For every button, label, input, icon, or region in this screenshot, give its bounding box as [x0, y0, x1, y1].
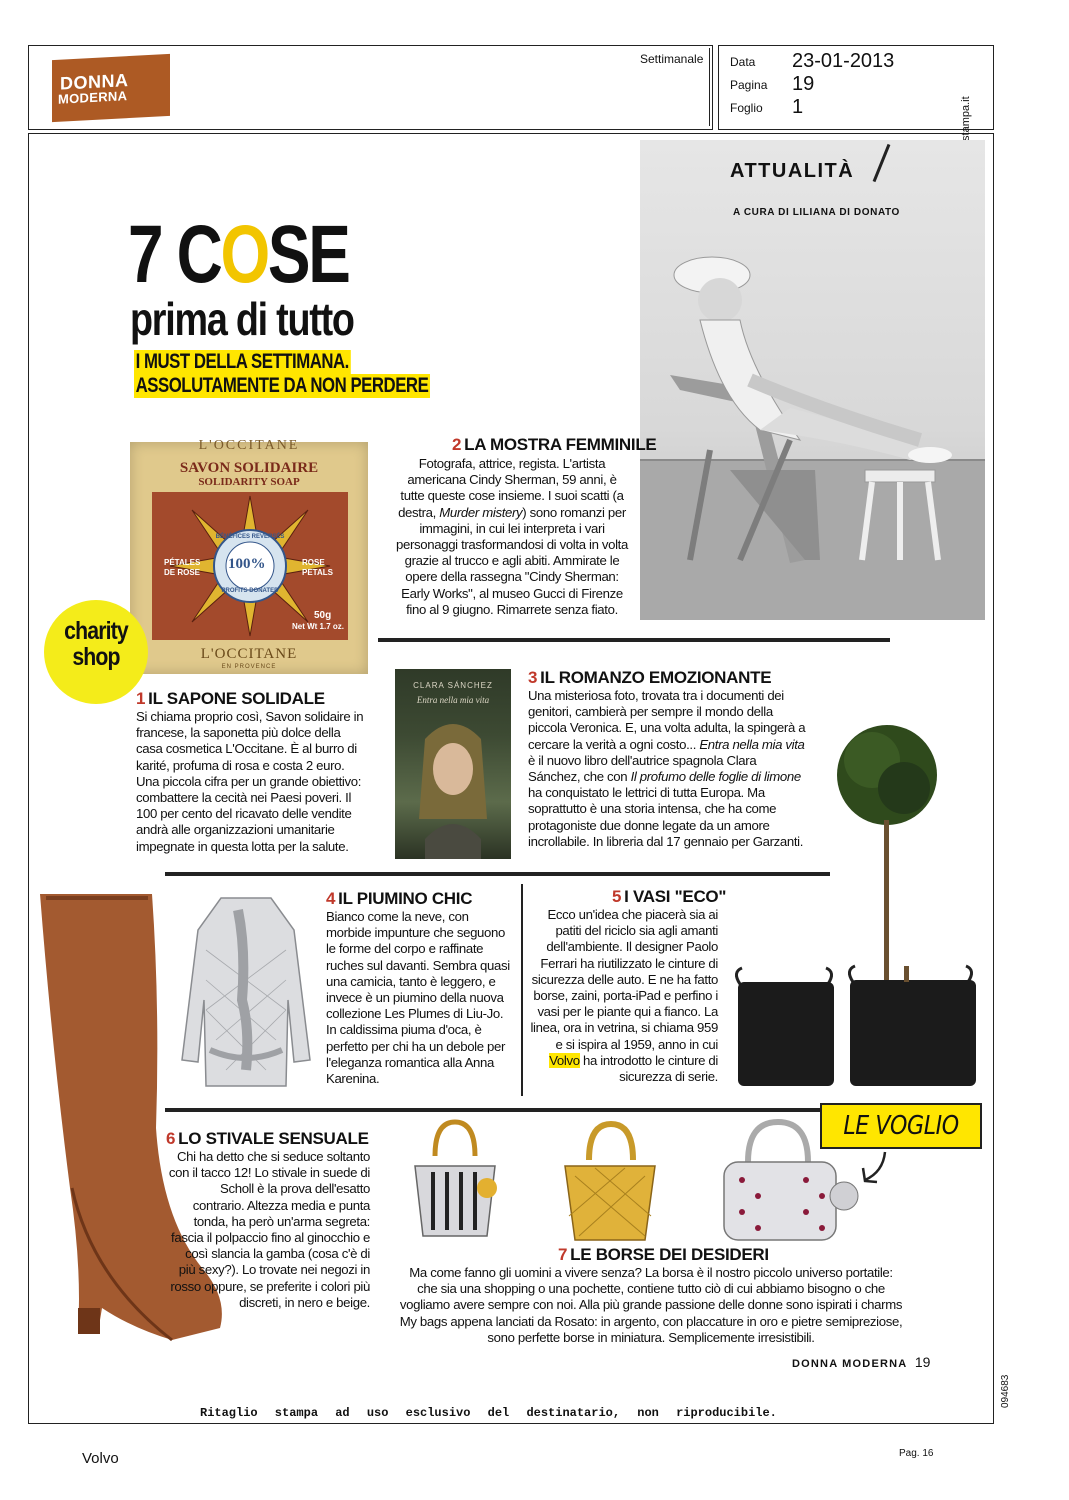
section-curator: A CURA DI LILIANA DI DONATO — [733, 207, 900, 218]
bottom-page-label: Pag. 16 — [899, 1448, 934, 1459]
article-3-body-part3: ha conquistato le lettrici di tutta Europa. Ma soprattutto è una storia intensa, che ha come protagoniste due donne legate da un amore incrollabile. In libreria dal 17 gennaio per Garzanti. — [528, 785, 804, 849]
article-7-body: Ma come fanno gli uomini a vivere senza? La borsa è il nostro piccolo universo portatile: che sia una shopping o una pochette, contiene tutto ciò di cui abbiamo bisogno o che vogliamo avere sempre con noi. Alla più grande passione delle donne sono ispirati i charms My bags appena lanciati da Rosato: in argento, con placcature in oro e pietre semipreziose, sono perfette borse in miniatura. Semplicemente irresistibili. — [399, 1265, 903, 1345]
date-label: Data — [730, 55, 756, 69]
article-3-body-part2: è il nuovo libro dell'autrice spagnola Clara Sánchez, che con — [528, 752, 757, 785]
disclaimer-text: Ritaglio stampa ad uso esclusivo del destinatario, non riproducibile. — [200, 1406, 777, 1420]
charity-shop-badge — [44, 600, 148, 704]
rule-row3 — [165, 1108, 833, 1112]
header-divider — [709, 48, 710, 126]
headline-tag-line2: ASSOLUTAMENTE DA NON PERDERE — [135, 374, 429, 397]
soap-name1: SAVON SOLIDAIRE — [179, 460, 319, 476]
bag-charm-gold — [555, 1116, 665, 1246]
article-5-body — [526, 907, 718, 1085]
article-3-body-part1: Una misteriosa foto, trovata tra i documenti dei genitori, cambierà per sempre il mondo della piccola Veronica. E, una volta adulta, la spingerà a cercare la verità a ogni costo... — [528, 688, 806, 752]
soap-brand-bottom: L'OCCITANE — [200, 646, 298, 662]
article-2-title — [452, 436, 656, 454]
book-title: Entra nella mia vita — [416, 695, 490, 705]
article-3-title-text: IL ROMANZO EMOZIONANTE — [540, 668, 772, 687]
page-label: Pagina — [730, 78, 768, 92]
article-1-title — [136, 690, 325, 708]
article-2-title-text: LA MOSTRA FEMMINILE — [464, 435, 657, 454]
article-2-number: 2 — [452, 435, 462, 454]
article-3-body-italic1: Entra nella mia vita — [699, 736, 805, 752]
rule-row1 — [378, 638, 890, 642]
article-4-body: Bianco come la neve, con morbide impunture che seguono le forme del corpo e raffinate ruches sul davanti. Sembra quasi una camicia, tanto è leggero, e invece è un piumino della nuova collezione Les Plumes di Liu-Jo. In caldissima piuma d'oca, è perfetto per chi ha un debole per l'eleganza romantica alla Anna Karenina. — [326, 909, 510, 1087]
article-5-body-highlight: Volvo — [549, 1052, 580, 1068]
magazine-logo — [52, 54, 170, 122]
article-3-title — [528, 669, 771, 687]
page-value: 19 — [792, 73, 815, 95]
article-7-title — [558, 1246, 769, 1264]
soap-brand-sub: EN PROVENCE — [221, 664, 277, 670]
soap-ring-bottom: PROFITS DONATED — [221, 588, 279, 594]
bag-charm-silver-1 — [405, 1116, 505, 1246]
frequency-label: Settimanale — [640, 52, 704, 66]
article-2-body — [394, 456, 630, 618]
article-1-title-text: IL SAPONE SOLIDALE — [148, 689, 325, 708]
footer-page-number: 19 — [914, 1354, 931, 1370]
footer-magazine-name: DONNA MODERNA — [792, 1358, 908, 1370]
article-4-title — [326, 890, 472, 908]
soap-right-label2: PETALS — [302, 568, 333, 577]
article-5-title — [612, 888, 726, 906]
article-4-number: 4 — [326, 889, 336, 908]
article-1-body: Si chiama proprio così, Savon solidaire in francese, la saponetta più dolce della casa cosmetica L'Occitane. È al burro di karité, profuma di rosa e costa 2 euro. Una piccola cifra per un grande obiettivo: combattere la cecità nei Paesi poveri. Il 100 per cento del ricavato delle vendite andrà alle organizzazioni umanitarie impegnate in questa lotta per la salute. — [136, 709, 364, 854]
date-value: 23-01-2013 — [792, 50, 895, 72]
soap-left-label1: PÉTALES — [164, 558, 201, 567]
code-side-text: 094683 — [1000, 1374, 1011, 1408]
logo-line1: DONNA — [60, 70, 129, 94]
sheet-value: 1 — [792, 96, 804, 118]
soap-weight1: 50g — [314, 610, 332, 621]
headline-main-suffix: SE — [267, 209, 349, 300]
badge-line1: charity — [64, 617, 128, 645]
le-voglio-text: LE VOGLIO — [843, 1111, 959, 1141]
article-5-title-text: I VASI "ECO" — [624, 887, 727, 906]
soap-name2: SOLIDARITY SOAP — [198, 476, 300, 488]
soap-ring-top: BÉNÉFICES REVERSÉS — [215, 534, 285, 540]
article-3-number: 3 — [528, 668, 538, 687]
soap-right-label1: ROSE — [302, 558, 325, 567]
headline-main — [128, 210, 349, 300]
headline-main-o: O — [220, 209, 268, 300]
article-6-body: Chi ha detto che si seduce soltanto con il tacco 12! Lo stivale in suede di Scholl è la prova dell'esatto contrario. Altezza media e punta tonda, ha però un'arma segreta: fascia il polpaccio fino al ginocchio e così slancia la gamba (cosa c'è di più sexy?). Lo trovate nei negozi in rosso oppure, se preferite i colori più discreti, in nero e beige. — [168, 1149, 370, 1310]
article-6-title — [166, 1130, 369, 1148]
rule-row2 — [165, 872, 830, 876]
headline-tag-line1: I MUST DELLA SETTIMANA. — [135, 350, 349, 373]
article-4-title-text: IL PIUMINO CHIC — [338, 889, 473, 908]
article-2-body-part1: Fotografa, attrice, regista. L'artista americana Cindy Sherman, 59 anni, è tutte queste cose insieme. I suoi scatti (a destra, — [398, 456, 624, 520]
article-3-body — [528, 688, 806, 850]
eco-pots-photo — [728, 962, 988, 1092]
article-5-body-part1: Ecco un'idea che piacerà sia ai patiti del riciclo sia agli amanti dell'ambiente. Il designer Paolo Ferrari ha riutilizzato le cinture di sicurezza delle auto. E ne ha fatto borse, zaini, porta-iPad e perfino i vasi per le piante qui a fianco. La linea, ora in vetrina, si chiama 959 e si ispira al 1959, anno in cui — [530, 907, 718, 1052]
headline-tag — [134, 350, 430, 398]
article-6-number: 6 — [166, 1129, 176, 1148]
book-girl-portrait — [395, 669, 511, 859]
headline-main-prefix: 7 C — [128, 209, 221, 300]
badge-line2: shop — [72, 643, 120, 671]
soap-left-label2: DE ROSE — [164, 568, 201, 577]
soap-brand-top: L'OCCITANE — [198, 438, 300, 453]
client-name: Volvo — [82, 1450, 119, 1467]
jacket-photo — [176, 890, 316, 1100]
article-2-body-italic: Murder mistery — [439, 504, 523, 520]
topiary-tree-illustration — [832, 700, 942, 990]
article-5-number: 5 — [612, 887, 622, 906]
magazine-footer — [792, 1354, 930, 1372]
article-7-number: 7 — [558, 1245, 568, 1264]
soap-photo — [130, 438, 368, 674]
article-7-title-text: LE BORSE DEI DESIDERI — [570, 1245, 769, 1264]
article-2-body-part2: ) sono romanzi per immagini, in cui lei interpreta i vari personaggi trasformandosi di volta in volta grazie al trucco e agli abiti. Ammirate le opere della rassegna "Cindy Sherman: Early Works", al museo Gucci di Firenze fino al 9 giugno. Rimarrete senza fiato. — [396, 504, 628, 617]
book-cover — [395, 669, 511, 859]
soap-center-value: 100% — [228, 556, 266, 572]
soap-label-panel — [152, 492, 348, 640]
article-1-number: 1 — [136, 689, 146, 708]
section-name: ATTUALITÀ — [730, 160, 855, 182]
vertical-rule-4-5 — [521, 884, 523, 1096]
bag-charm-silver-2 — [718, 1116, 868, 1246]
sheet-label: Foglio — [730, 101, 763, 115]
headline-sub: prima di tutto — [130, 293, 354, 345]
article-6-title-text: LO STIVALE SENSUALE — [178, 1129, 369, 1148]
soap-weight2: Net Wt 1.7 oz. — [292, 622, 345, 631]
article-3-body-italic2: Il profumo delle foglie di limone — [630, 769, 801, 785]
logo-line2: MODERNA — [58, 88, 128, 107]
article-5-body-part2: ha introdotto le cinture di sicurezza di serie. — [579, 1052, 718, 1085]
book-author: CLARA SÁNCHEZ — [413, 681, 493, 690]
